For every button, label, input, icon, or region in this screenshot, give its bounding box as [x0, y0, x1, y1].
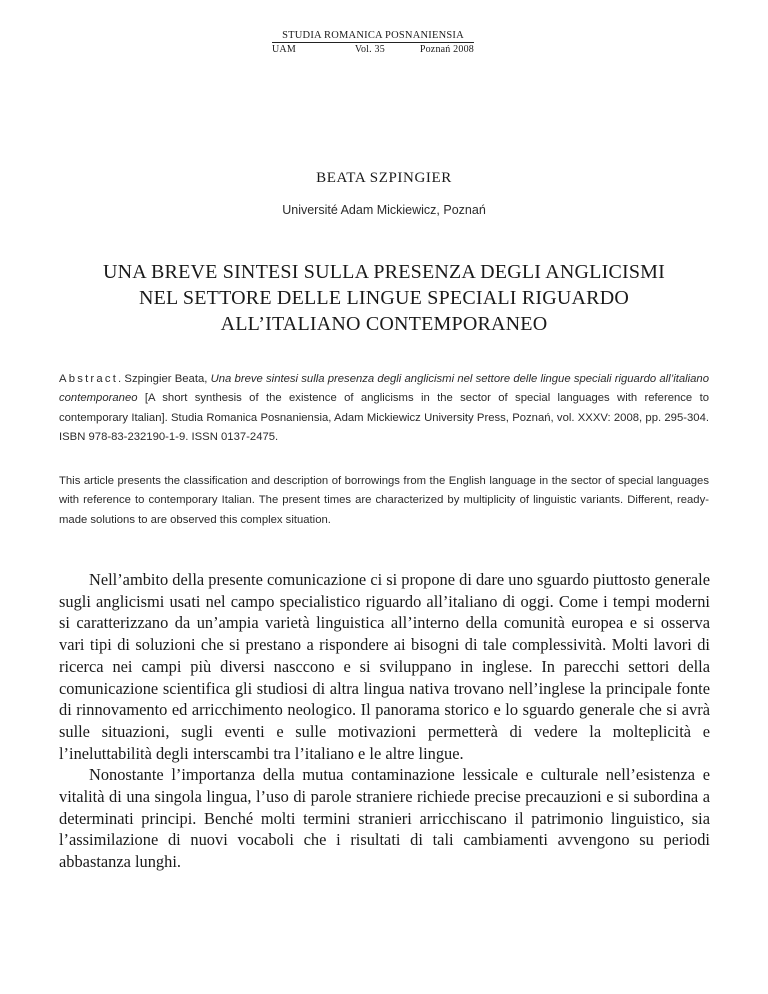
journal-publisher: UAM	[272, 44, 296, 55]
abstract-title: Una breve sintesi sulla presenza degli anglicismi nel settore delle lingue speciali riguardo all’italiano contemporaneo	[59, 373, 710, 405]
body-paragraph: Nonostante l’importanza della mutua contaminazione lessicale e culturale nell’esistenza e vitalità di una singola lingua, l’uso di parole straniere richiede precise precauzioni e si subordina a determinati principi. Benché molti termini stranieri arricchiscano il patrimonio linguistico, sia l’assimilazione di nuovi vocaboli che i risultati di tali cambiamenti avvengono su periodi abbastanza lunghi.	[59, 765, 710, 872]
article-title-line: NEL SETTORE DELLE LINGUE SPECIALI RIGUARDO	[138, 287, 630, 309]
author-name: BEATA SZPINGIER	[316, 170, 452, 186]
body-paragraph: Nell’ambito della presente comunicazione ci si propone di dare uno sguardo piuttosto generale sugli anglicismi usati nel campo specialistico riguardo all’italiano di oggi. Come i tempi moderni si caratterizzano da un’ampia varietà linguistica all’interno della comunità europea e si osserva vari tipi di soluzioni che si prestano a rispondere ai bisogni di tale complessività. Molti lavori di ricerca nei campi più diversi nasccono e si sviluppano in inglese. In parecchi settori della comunicazione scientifica gli studiosi di altra lingua nativa trovano nell’inglese la principale fonte di rinnovamento ed arricchimento neologico. Il panorama storico e lo sguardo generale che si avrà sulle situazioni, sugli eventi e sulle motivazioni permetterà di vedere la molteplicità e l’ineluttabilità degli interscambi tra l’italiano e le altre lingue.	[59, 570, 710, 763]
abstract	[59, 370, 709, 447]
abstract-label: Abstract	[59, 373, 119, 385]
journal-meta	[272, 43, 474, 55]
journal-header	[272, 30, 474, 55]
article-title-line: UNA BREVE SINTESI SULLA PRESENZA DEGLI ANGLICISMI	[102, 261, 666, 283]
journal-place-year: Poznań 2008	[419, 44, 474, 55]
article-title-line: ALL’ITALIANO CONTEMPORANEO	[220, 313, 548, 335]
article-title	[60, 259, 708, 337]
journal-name: STUDIA ROMANICA POSNANIENSIA	[272, 30, 474, 43]
abstract-details: [A short synthesis of the existence of anglicisms in the sector of special languages with reference to contemporary Italian]. Studia Romanica Posnaniensia, Adam Mickiewicz University Press, Poznań, vol. XXXV: 2008, pp. 295-304. ISBN 978-83-232190-1-9. ISSN 0137-2475.	[59, 392, 709, 443]
article-summary: This article presents the classification and description of borrowings from the English language in the sector of special languages with reference to contemporary Italian. The present times are characterized by multiplicity of linguistic variants. Different, ready-made solutions to are observed this complex situation.	[59, 475, 709, 526]
abstract-author-ref: . Szpingier Beata,	[118, 373, 211, 385]
journal-volume: Vol. 35	[354, 44, 385, 55]
author-affiliation: Université Adam Mickiewicz, Poznań	[282, 203, 486, 217]
body-text	[59, 569, 710, 873]
